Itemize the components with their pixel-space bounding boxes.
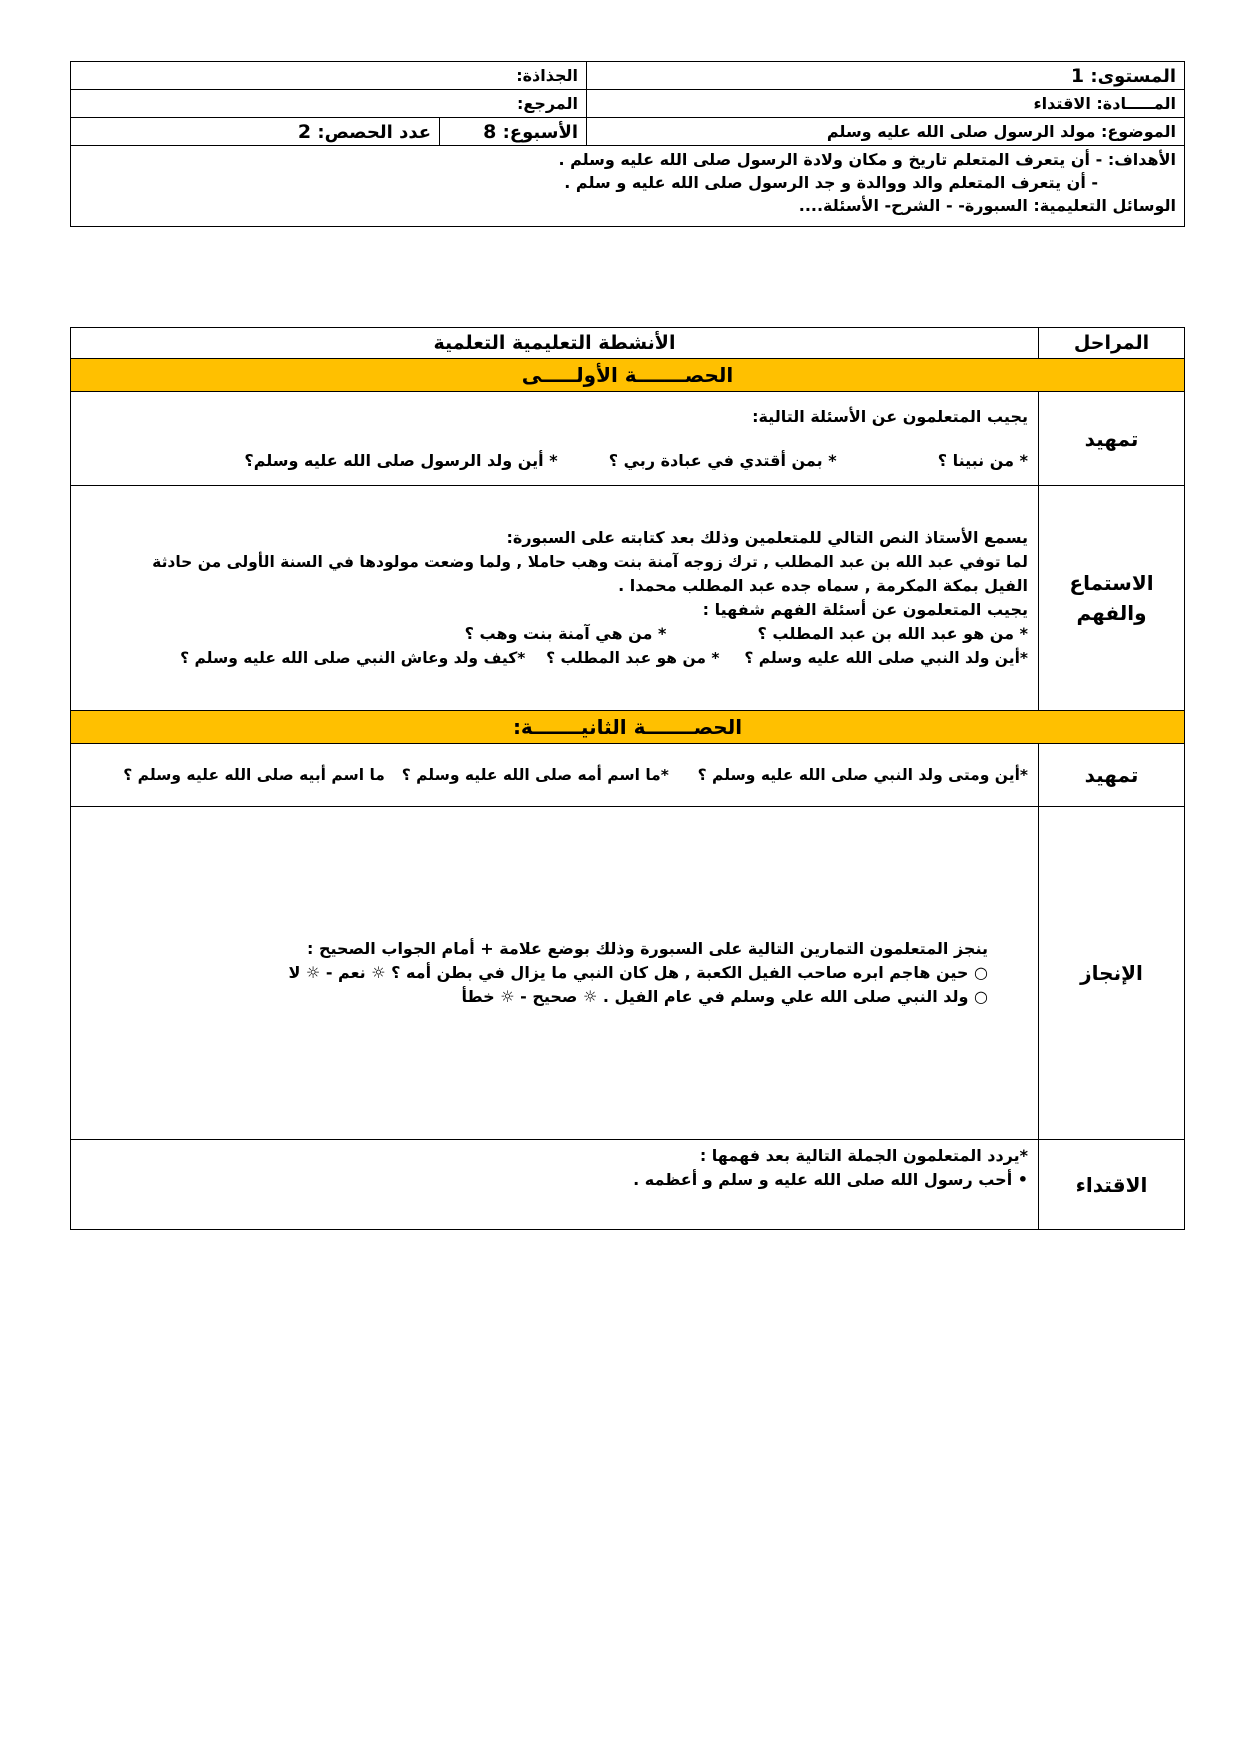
stage-intro-1: تمهيد — [1039, 392, 1185, 486]
level-cell — [587, 62, 1185, 90]
week-label: الأسبوع: — [502, 121, 579, 143]
session-2-row — [71, 711, 1185, 744]
stage-row-intro-1 — [71, 392, 1185, 486]
activity-intro-2 — [71, 744, 1039, 807]
listening-line-2: لما توفي عبد الله بن عبد المطلب , ترك زوجه آمنة بنت وهب حاملا , ولما وضعت مولودها في السنة الأولى من حادثة — [152, 553, 1028, 571]
objective-line-1 — [79, 148, 1176, 171]
emulation-instruction: *يردد المتعلمون الجملة التالية بعد فهمها : — [699, 1146, 1028, 1165]
subject-cell — [587, 90, 1185, 118]
intro1-q2: * بمن أقتدي في عبادة ربي ؟ — [608, 450, 837, 470]
stage-achievement: الإنجاز — [1039, 807, 1185, 1140]
intro2-q2: *ما اسم أمه صلى الله عليه وسلم ؟ — [401, 766, 669, 784]
stage-listening-2: والفهم — [1076, 601, 1147, 625]
sessions-label: عدد الحصص: — [317, 121, 432, 143]
reference-label: المرجع: — [516, 94, 579, 113]
week-cell — [440, 118, 587, 146]
topic-label: الموضوع: — [1100, 122, 1177, 141]
listening-q3: *أين ولد النبي صلى الله عليه وسلم ؟ — [744, 649, 1028, 667]
objective-2: - أن يتعرف المتعلم والد ووالدة و جد الرسول صلى الله عليه و سلم . — [564, 173, 1099, 192]
listening-line-3: الفيل بمكة المكرمة , سماه جده عبد المطلب محمدا . — [618, 576, 1028, 595]
achievement-instruction: ينجز المتعلمون التمارين التالية على السبورة وذلك بوضع علامة + أمام الجواب الصحيح : — [306, 939, 988, 958]
stage-emulation: الاقتداء — [1039, 1140, 1185, 1230]
listening-line-5 — [75, 622, 1028, 646]
intro1-q3: * أين ولد الرسول صلى الله عليه وسلم؟ — [244, 450, 558, 470]
activity-emulation — [71, 1140, 1039, 1230]
activity-listening — [71, 486, 1039, 711]
reference-cell — [71, 90, 587, 118]
objectives-label: الأهداف: — [1107, 150, 1177, 169]
stage-row-intro-2 — [71, 744, 1185, 807]
level-value: 1 — [1070, 64, 1085, 87]
stage-intro-2: تمهيد — [1039, 744, 1185, 807]
intro2-q1: *أين ومتى ولد النبي صلى الله عليه وسلم ؟ — [697, 766, 1028, 784]
listening-q4: * من هو عبد المطلب ؟ — [546, 649, 720, 667]
lesson-header-table — [70, 61, 1185, 227]
objective-line-2 — [79, 171, 1176, 194]
sessions-value: 2 — [297, 120, 312, 143]
listening-q2: * من هي آمنة بنت وهب ؟ — [464, 624, 667, 643]
session-1-title: الحصـــــــة الأولـــــى — [71, 359, 1185, 392]
intro1-questions — [81, 449, 1028, 473]
col-header-activities: الأنشطة التعليمية التعلمية — [71, 328, 1039, 359]
objectives-cell — [71, 146, 1185, 227]
intro1-q1: * من نبينا ؟ — [937, 450, 1028, 470]
sessions-cell — [71, 118, 440, 146]
listening-q1: * من هو عبد الله بن عبد المطلب ؟ — [757, 624, 1028, 643]
topic-cell — [587, 118, 1185, 146]
activity-intro-1 — [71, 392, 1039, 486]
excerpt-label: الجذاذة: — [516, 66, 579, 85]
means-value: السبورة- - الشرح- الأسئلة.... — [798, 196, 1028, 215]
subject-label: المـــــادة: — [1096, 94, 1177, 113]
stage-row-achievement — [71, 807, 1185, 1140]
stage-row-listening — [71, 486, 1185, 711]
listening-q5: *كيف ولد وعاش النبي صلى الله عليه وسلم ؟ — [180, 649, 526, 667]
achievement-item-2: ○ ولد النبي صلى الله علي وسلم في عام الفيل . ☼ صحيح - ☼ خطأ — [461, 987, 988, 1006]
listening-line-6 — [75, 646, 1028, 670]
header-row-objectives — [71, 146, 1185, 227]
level-label: المستوى: — [1090, 65, 1177, 87]
activity-achievement — [71, 807, 1039, 1140]
header-row-level — [71, 62, 1185, 90]
header-row-subject — [71, 90, 1185, 118]
session-1-row — [71, 359, 1185, 392]
means-label: الوسائل التعليمية: — [1033, 196, 1177, 215]
stage-listening-1: الاستماع — [1069, 571, 1154, 595]
activities-table — [70, 327, 1185, 1230]
intro1-instruction: يجيب المتعلمون عن الأسئلة التالية: — [752, 406, 1028, 426]
means-line — [79, 194, 1176, 217]
topic-value: مولد الرسول صلى الله عليه وسلم — [826, 122, 1096, 141]
intro2-q3: ما اسم أبيه صلى الله عليه وسلم ؟ — [123, 766, 385, 784]
week-value: 8 — [483, 120, 497, 143]
stage-row-emulation — [71, 1140, 1185, 1230]
subject-value: الاقتداء — [1033, 94, 1091, 113]
header-row-topic — [71, 118, 1185, 146]
col-header-stages: المراحل — [1039, 328, 1185, 359]
listening-line-1: يسمع الأستاذ النص التالي للمتعلمين وذلك بعد كتابته على السبورة: — [506, 528, 1028, 547]
objective-1: - أن يتعرف المتعلم تاريخ و مكان ولادة الرسول صلى الله عليه وسلم . — [558, 150, 1103, 169]
session-2-title: الحصـــــــة الثانيـــــــة: — [71, 711, 1185, 744]
column-headers-row — [71, 328, 1185, 359]
emulation-sentence: • أحب رسول الله صلى الله عليه و سلم و أعظمه . — [633, 1170, 1028, 1189]
listening-line-4: يجيب المتعلمون عن أسئلة الفهم شفهيا : — [702, 600, 1028, 619]
stage-listening — [1039, 486, 1185, 711]
excerpt-cell — [71, 62, 587, 90]
achievement-item-1: ○ حين هاجم ابره صاحب الفيل الكعبة , هل كان النبي ما يزال في بطن أمه ؟ ☼ نعم - ☼ لا — [288, 963, 988, 982]
